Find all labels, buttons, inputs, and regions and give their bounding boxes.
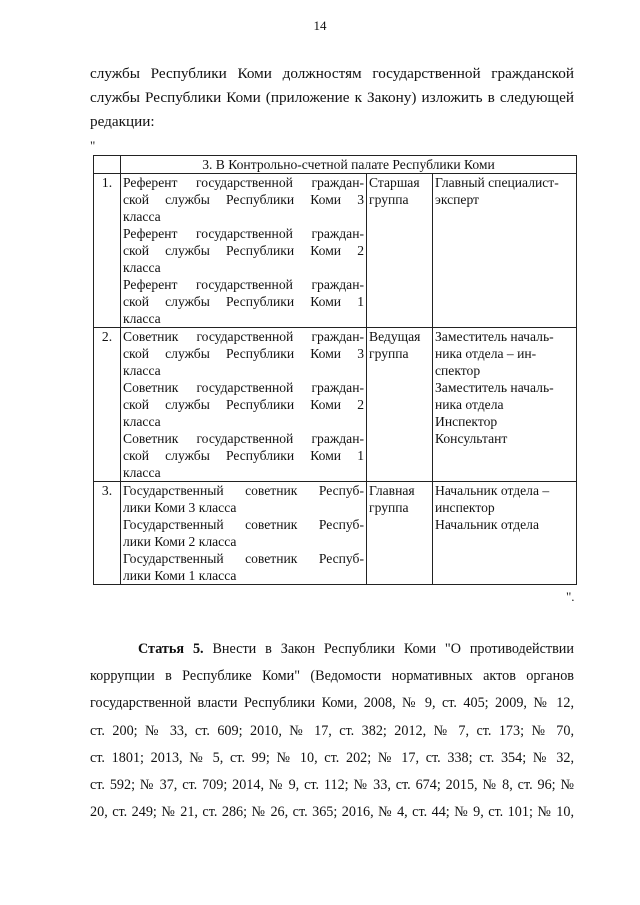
row-number: 3. [94, 482, 121, 585]
article-first-line [90, 636, 574, 663]
title-line: Консультант [435, 431, 508, 446]
title-line: Начальник отдела – [435, 483, 550, 498]
group-line: группа [369, 346, 409, 361]
table-row [94, 482, 577, 585]
title-line: Заместитель началь- [435, 380, 554, 395]
table-heading: 3. В Контрольно-счетной палате Республики Коми [121, 156, 577, 174]
group-line: Главная [369, 483, 415, 498]
opening-quote: " [90, 138, 96, 153]
title-line: Инспектор [435, 414, 498, 429]
position-line: Советник государственной граждан- [123, 329, 364, 344]
position-entry [123, 482, 364, 516]
article-line: ст. 592; № 37, ст. 709; 2014, № 9, ст. 112; № 33, ст. 674; 2015, № 8, ст. 96; № [90, 777, 574, 794]
position-line: Советник государственной граждан- [123, 431, 364, 446]
position-entry [123, 174, 364, 225]
article-line: государственной власти Республики Коми, 2008, № 9, ст. 405; 2009, № 12, [90, 695, 574, 712]
position-line: ской службы Республики Коми 2 [123, 397, 364, 412]
group-cell [367, 482, 433, 585]
article-line: ст. 1801; 2013, № 5, ст. 99; № 10, ст. 202; № 17, ст. 338; ст. 354; № 32, [90, 749, 574, 766]
position-line: ской службы Республики Коми 3 [123, 346, 364, 361]
title-line: ника отдела [435, 397, 504, 412]
article-label: Статья 5. [138, 641, 204, 657]
position-line: класса [123, 363, 161, 378]
title-cell [433, 482, 577, 585]
article-first-line-text: Внести в Закон Республики Коми "О противодействии [203, 641, 574, 657]
article-line: ст. 200; № 33, ст. 609; 2010, № 17, ст. 382; 2012, № 7, ст. 173; № 70, [90, 722, 574, 739]
article-line: 20, ст. 249; № 21, ст. 286; № 26, ст. 365; 2016, № 4, ст. 44; № 9, ст. 101; № 10, [90, 804, 574, 821]
row-number: 1. [94, 174, 121, 328]
position-line: ской службы Республики Коми 3 [123, 192, 364, 207]
position-cell [121, 482, 367, 585]
position-line: класса [123, 414, 161, 429]
position-line: лики Коми 2 класса [123, 534, 237, 549]
position-line: лики Коми 3 класса [123, 500, 237, 515]
position-entry [123, 516, 364, 550]
group-line: Старшая [369, 175, 420, 190]
group-cell [367, 174, 433, 328]
article-paragraph [90, 636, 574, 826]
title-line: ника отдела – ин- [435, 346, 537, 361]
table-row [94, 174, 577, 328]
intro-line: службы Республики Коми (приложение к Закону) изложить в следующей [90, 89, 574, 106]
title-cell [433, 174, 577, 328]
positions-table [93, 155, 577, 585]
group-line: группа [369, 192, 409, 207]
position-line: Государственный советник Респуб- [123, 483, 364, 498]
title-line: Начальник отдела [435, 517, 539, 532]
position-entry [123, 328, 364, 379]
title-line: спектор [435, 363, 481, 378]
position-line: Государственный советник Респуб- [123, 551, 364, 566]
position-entry [123, 430, 364, 481]
intro-line: редакции: [90, 113, 155, 130]
position-line: Референт государственной граждан- [123, 175, 364, 190]
intro-line: службы Республики Коми должностям государственной гражданской [90, 65, 574, 82]
intro-paragraph [90, 62, 574, 134]
title-line: эксперт [435, 192, 480, 207]
position-line: Референт государственной граждан- [123, 226, 364, 241]
position-line: Государственный советник Респуб- [123, 517, 364, 532]
closing-quote: ". [566, 589, 575, 604]
group-line: группа [369, 500, 409, 515]
position-line: класса [123, 311, 161, 326]
position-line: ской службы Республики Коми 2 [123, 243, 364, 258]
table-row [94, 328, 577, 482]
position-line: ской службы Республики Коми 1 [123, 294, 364, 309]
position-cell [121, 174, 367, 328]
position-line: лики Коми 1 класса [123, 568, 237, 583]
page-number: 14 [313, 18, 327, 33]
position-entry [123, 276, 364, 327]
title-line: Главный специалист- [435, 175, 559, 190]
position-line: ской службы Республики Коми 1 [123, 448, 364, 463]
title-line: инспектор [435, 500, 495, 515]
row-number: 2. [94, 328, 121, 482]
position-entry [123, 550, 364, 584]
position-line: класса [123, 209, 161, 224]
position-line: Советник государственной граждан- [123, 380, 364, 395]
position-line: класса [123, 465, 161, 480]
title-cell [433, 328, 577, 482]
article-line: коррупции в Республике Коми" (Ведомости нормативных актов органов [90, 668, 574, 685]
group-cell [367, 328, 433, 482]
position-line: класса [123, 260, 161, 275]
position-entry [123, 225, 364, 276]
position-entry [123, 379, 364, 430]
title-line: Заместитель началь- [435, 329, 554, 344]
group-line: Ведущая [369, 329, 421, 344]
position-cell [121, 328, 367, 482]
position-line: Референт государственной граждан- [123, 277, 364, 292]
table-heading-row [94, 156, 577, 174]
